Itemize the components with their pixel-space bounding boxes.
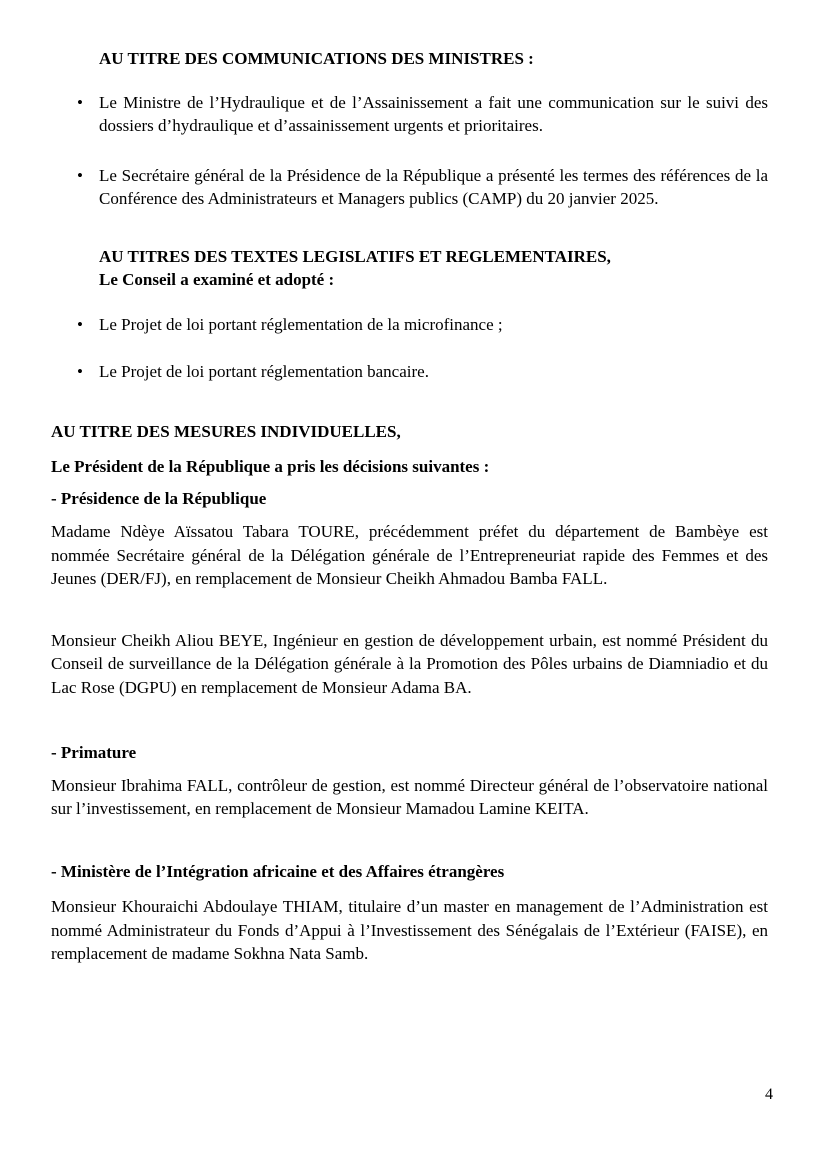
bullet-text: Le Projet de loi portant réglementation bancaire. [99, 362, 429, 381]
appointment-paragraph: Madame Ndèye Aïssatou Tabara TOURE, précédemment préfet du département de Bambèye est nommée Secrétaire général de la Délégation générale de l’Entrepreneuriat rapide des Femmes et des Jeunes (DER/FJ), en remplacement de Monsieur Cheikh Ahmadou Bamba FALL. [51, 522, 768, 588]
mesures-intro: Le Président de la République a pris les décisions suivantes : [51, 457, 490, 476]
bullet-text: Le Projet de loi portant réglementation de la microfinance ; [99, 314, 503, 334]
list-item [77, 313, 768, 337]
bullet-icon: • [77, 165, 83, 185]
section-heading-mesures: AU TITRE DES MESURES INDIVIDUELLES, [51, 421, 401, 441]
section-heading-textes-line1: AU TITRES DES TEXTES LEGISLATIFS ET REGLEMENTAIRES, [99, 246, 611, 266]
group-title-integration-africaine: - Ministère de l’Intégration africaine et des Affaires étrangères [51, 861, 505, 881]
section-heading-communications: AU TITRE DES COMMUNICATIONS DES MINISTRES : [99, 49, 534, 68]
list-item [77, 164, 768, 211]
list-item [77, 91, 768, 138]
appointment-paragraph: Monsieur Ibrahima FALL, contrôleur de gestion, est nommé Directeur général de l’observatoire national sur l’investissement, en remplacement de Monsieur Mamadou Lamine KEITA. [51, 775, 768, 818]
appointment-paragraph: Monsieur Cheikh Aliou BEYE, Ingénieur en gestion de développement urbain, est nommé Président du Conseil de surveillance de la Délégation générale à la Promotion des Pôles urbains de Diamniadio et du Lac Rose (DGPU) en remplacement de Monsieur Adama BA. [51, 630, 768, 697]
section-heading-textes [99, 245, 768, 292]
page-number: 4 [765, 1086, 773, 1103]
bullet-text: Le Secrétaire général de la Présidence de la République a présenté les termes des références de la Conférence des Administrateurs et Managers publics (CAMP) du 20 janvier 2025. [99, 165, 768, 208]
bullet-icon: • [77, 92, 83, 112]
list-item [77, 360, 768, 384]
bullet-text: Le Ministre de l’Hydraulique et de l’Assainissement a fait une communication sur le suivi des dossiers d’hydraulique et d’assainissement urgents et prioritaires. [99, 92, 768, 135]
group-title-primature: - Primature [51, 743, 137, 762]
bullet-icon: • [77, 362, 83, 381]
appointment-paragraph: Monsieur Khouraichi Abdoulaye THIAM, titulaire d’un master en management de l’Administration est nommé Administrateur du Fonds d’Appui à l’Investissement des Sénégalais de l’Extérieur (FAISE), en remplacement de madame Sokhna Nata Samb. [51, 897, 768, 963]
group-title-presidence: - Présidence de la République [51, 488, 267, 508]
section-heading-textes-line2: Le Conseil a examiné et adopté : [99, 270, 335, 289]
bullet-icon: • [77, 314, 83, 334]
